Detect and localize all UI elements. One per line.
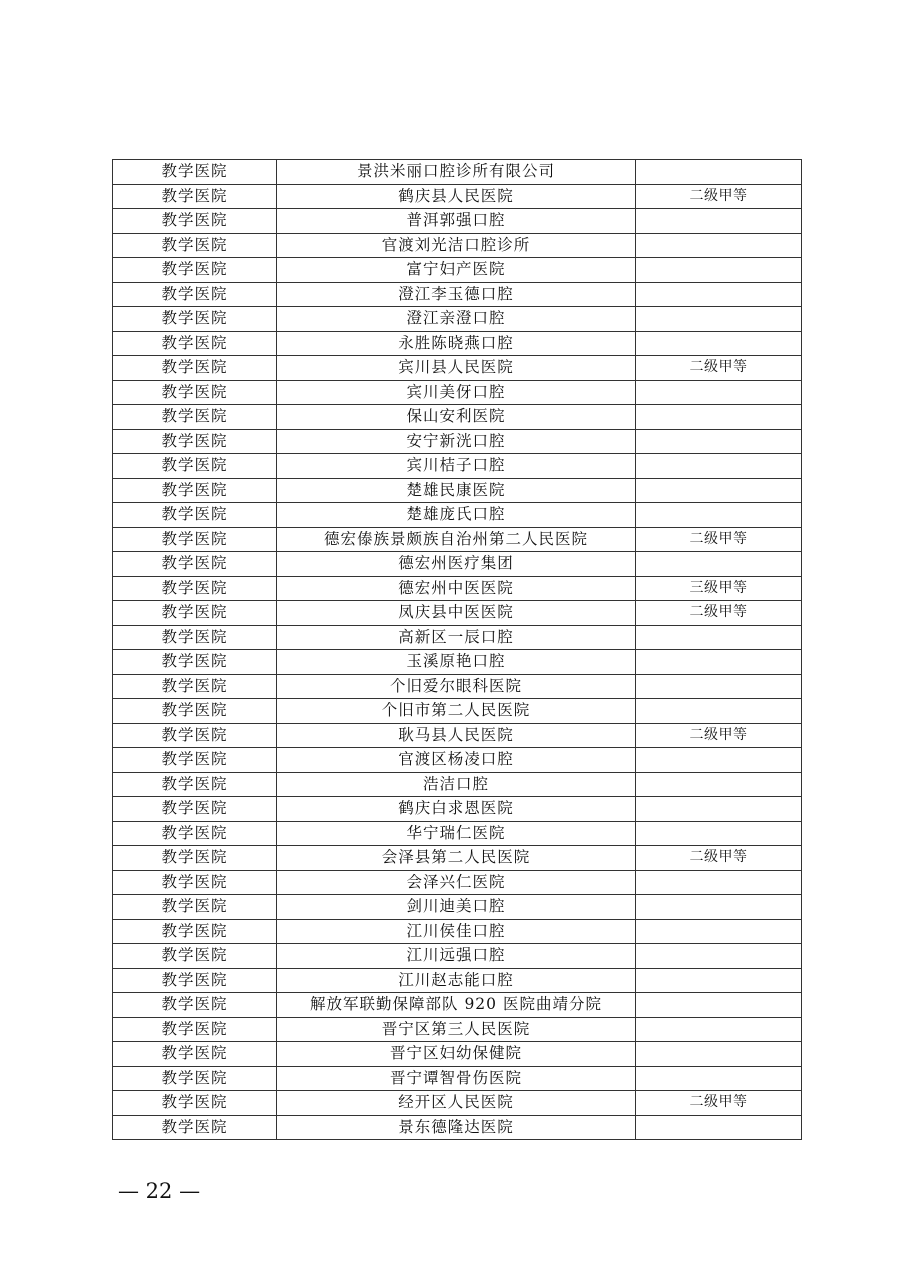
grade-cell: [636, 968, 802, 993]
category-cell: 教学医院: [113, 454, 277, 479]
table-row: [113, 944, 802, 969]
hospital-name-cell: 凤庆县中医医院: [277, 601, 636, 626]
hospital-name-cell: 澄江亲澄口腔: [277, 307, 636, 332]
category-cell: 教学医院: [113, 1042, 277, 1067]
category-cell: 教学医院: [113, 870, 277, 895]
category-cell: 教学医院: [113, 331, 277, 356]
table-row: [113, 184, 802, 209]
grade-cell: [636, 1066, 802, 1091]
category-cell: 教学医院: [113, 258, 277, 283]
table-row: [113, 993, 802, 1018]
table-row: [113, 307, 802, 332]
grade-cell: [636, 772, 802, 797]
hospital-name-cell: 宾川美伢口腔: [277, 380, 636, 405]
table-row: [113, 552, 802, 577]
category-cell: 教学医院: [113, 380, 277, 405]
category-cell: 教学医院: [113, 846, 277, 871]
hospital-name-cell: 官渡刘光洁口腔诊所: [277, 233, 636, 258]
category-cell: 教学医院: [113, 282, 277, 307]
table-row: [113, 1115, 802, 1140]
grade-cell: 二级甲等: [636, 527, 802, 552]
category-cell: 教学医院: [113, 797, 277, 822]
hospital-name-cell: 安宁新洸口腔: [277, 429, 636, 454]
table-row: [113, 870, 802, 895]
hospital-name-cell: 澄江李玉德口腔: [277, 282, 636, 307]
grade-cell: 二级甲等: [636, 356, 802, 381]
table-row: [113, 1042, 802, 1067]
grade-cell: 二级甲等: [636, 184, 802, 209]
grade-cell: [636, 1042, 802, 1067]
page-number: — 22 —: [118, 1179, 201, 1203]
grade-cell: [636, 331, 802, 356]
hospital-name-cell: 官渡区杨凌口腔: [277, 748, 636, 773]
category-cell: 教学医院: [113, 478, 277, 503]
category-cell: 教学医院: [113, 772, 277, 797]
hospital-name-cell: 高新区一辰口腔: [277, 625, 636, 650]
category-cell: 教学医院: [113, 160, 277, 185]
hospital-name-cell: 保山安利医院: [277, 405, 636, 430]
grade-cell: [636, 870, 802, 895]
hospital-name-cell: 永胜陈晓燕口腔: [277, 331, 636, 356]
category-cell: 教学医院: [113, 209, 277, 234]
category-cell: 教学医院: [113, 944, 277, 969]
table-row: [113, 919, 802, 944]
hospital-name-cell: 解放军联勤保障部队 920 医院曲靖分院: [277, 993, 636, 1018]
hospital-name-cell: 宾川县人民医院: [277, 356, 636, 381]
hospital-name-cell: 楚雄庞氏口腔: [277, 503, 636, 528]
grade-cell: 二级甲等: [636, 1091, 802, 1116]
table-row: [113, 625, 802, 650]
table-row: [113, 478, 802, 503]
grade-cell: [636, 993, 802, 1018]
table-row: [113, 405, 802, 430]
hospital-name-cell: 晋宁区妇幼保健院: [277, 1042, 636, 1067]
hospital-name-cell: 楚雄民康医院: [277, 478, 636, 503]
category-cell: 教学医院: [113, 650, 277, 675]
category-cell: 教学医院: [113, 601, 277, 626]
hospital-name-cell: 晋宁谭智骨伤医院: [277, 1066, 636, 1091]
hospital-name-cell: 会泽县第二人民医院: [277, 846, 636, 871]
table-row: [113, 282, 802, 307]
category-cell: 教学医院: [113, 1091, 277, 1116]
grade-cell: [636, 748, 802, 773]
hospital-name-cell: 晋宁区第三人民医院: [277, 1017, 636, 1042]
table-row: [113, 1091, 802, 1116]
hospital-name-cell: 鹤庆白求恩医院: [277, 797, 636, 822]
table-row: [113, 846, 802, 871]
category-cell: 教学医院: [113, 674, 277, 699]
category-cell: 教学医院: [113, 1017, 277, 1042]
table-row: [113, 503, 802, 528]
hospital-name-cell: 德宏傣族景颇族自治州第二人民医院: [277, 527, 636, 552]
table-row: [113, 576, 802, 601]
hospital-name-cell: 玉溪原艳口腔: [277, 650, 636, 675]
grade-cell: [636, 307, 802, 332]
hospital-name-cell: 会泽兴仁医院: [277, 870, 636, 895]
category-cell: 教学医院: [113, 1115, 277, 1140]
hospital-name-cell: 华宁瑞仁医院: [277, 821, 636, 846]
category-cell: 教学医院: [113, 993, 277, 1018]
category-cell: 教学医院: [113, 576, 277, 601]
hospital-name-cell: 德宏州医疗集团: [277, 552, 636, 577]
category-cell: 教学医院: [113, 184, 277, 209]
table-row: [113, 601, 802, 626]
hospital-name-cell: 剑川迪美口腔: [277, 895, 636, 920]
table-row: [113, 748, 802, 773]
grade-cell: [636, 258, 802, 283]
hospital-name-cell: 个旧爱尔眼科医院: [277, 674, 636, 699]
grade-cell: [636, 209, 802, 234]
table-row: [113, 674, 802, 699]
category-cell: 教学医院: [113, 552, 277, 577]
grade-cell: [636, 160, 802, 185]
grade-cell: [636, 1115, 802, 1140]
table-row: [113, 454, 802, 479]
category-cell: 教学医院: [113, 968, 277, 993]
table-row: [113, 233, 802, 258]
table-row: [113, 895, 802, 920]
table-row: [113, 331, 802, 356]
category-cell: 教学医院: [113, 527, 277, 552]
grade-cell: [636, 699, 802, 724]
table-row: [113, 429, 802, 454]
hospital-table: [112, 159, 802, 1140]
table-row: [113, 650, 802, 675]
grade-cell: [636, 919, 802, 944]
grade-cell: [636, 797, 802, 822]
table-row: [113, 209, 802, 234]
table-row: [113, 160, 802, 185]
grade-cell: [636, 944, 802, 969]
hospital-name-cell: 耿马县人民医院: [277, 723, 636, 748]
grade-cell: [636, 650, 802, 675]
table-body: [113, 160, 802, 1140]
category-cell: 教学医院: [113, 723, 277, 748]
category-cell: 教学医院: [113, 233, 277, 258]
table-row: [113, 258, 802, 283]
table-row: [113, 968, 802, 993]
table-row: [113, 1066, 802, 1091]
grade-cell: 三级甲等: [636, 576, 802, 601]
grade-cell: 二级甲等: [636, 723, 802, 748]
grade-cell: [636, 233, 802, 258]
grade-cell: [636, 282, 802, 307]
hospital-name-cell: 江川远强口腔: [277, 944, 636, 969]
table-row: [113, 723, 802, 748]
grade-cell: [636, 821, 802, 846]
category-cell: 教学医院: [113, 429, 277, 454]
hospital-name-cell: 经开区人民医院: [277, 1091, 636, 1116]
table-row: [113, 1017, 802, 1042]
table-row: [113, 772, 802, 797]
grade-cell: 二级甲等: [636, 601, 802, 626]
category-cell: 教学医院: [113, 699, 277, 724]
grade-cell: [636, 503, 802, 528]
hospital-name-cell: 普洱郭强口腔: [277, 209, 636, 234]
hospital-name-cell: 浩洁口腔: [277, 772, 636, 797]
grade-cell: [636, 380, 802, 405]
grade-cell: [636, 674, 802, 699]
hospital-name-cell: 宾川桔子口腔: [277, 454, 636, 479]
category-cell: 教学医院: [113, 356, 277, 381]
table-row: [113, 821, 802, 846]
table-row: [113, 380, 802, 405]
category-cell: 教学医院: [113, 821, 277, 846]
table-row: [113, 797, 802, 822]
grade-cell: [636, 552, 802, 577]
grade-cell: [636, 1017, 802, 1042]
category-cell: 教学医院: [113, 748, 277, 773]
grade-cell: [636, 625, 802, 650]
hospital-name-cell: 江川赵志能口腔: [277, 968, 636, 993]
hospital-name-cell: 景东德隆达医院: [277, 1115, 636, 1140]
category-cell: 教学医院: [113, 625, 277, 650]
table-row: [113, 356, 802, 381]
grade-cell: 二级甲等: [636, 846, 802, 871]
grade-cell: [636, 478, 802, 503]
category-cell: 教学医院: [113, 503, 277, 528]
hospital-name-cell: 景洪米丽口腔诊所有限公司: [277, 160, 636, 185]
category-cell: 教学医院: [113, 1066, 277, 1091]
grade-cell: [636, 429, 802, 454]
category-cell: 教学医院: [113, 405, 277, 430]
hospital-name-cell: 富宁妇产医院: [277, 258, 636, 283]
hospital-name-cell: 鹤庆县人民医院: [277, 184, 636, 209]
table-row: [113, 699, 802, 724]
category-cell: 教学医院: [113, 919, 277, 944]
category-cell: 教学医院: [113, 895, 277, 920]
hospital-name-cell: 江川侯佳口腔: [277, 919, 636, 944]
hospital-name-cell: 个旧市第二人民医院: [277, 699, 636, 724]
hospital-name-cell: 德宏州中医医院: [277, 576, 636, 601]
table-row: [113, 527, 802, 552]
grade-cell: [636, 454, 802, 479]
grade-cell: [636, 405, 802, 430]
category-cell: 教学医院: [113, 307, 277, 332]
grade-cell: [636, 895, 802, 920]
